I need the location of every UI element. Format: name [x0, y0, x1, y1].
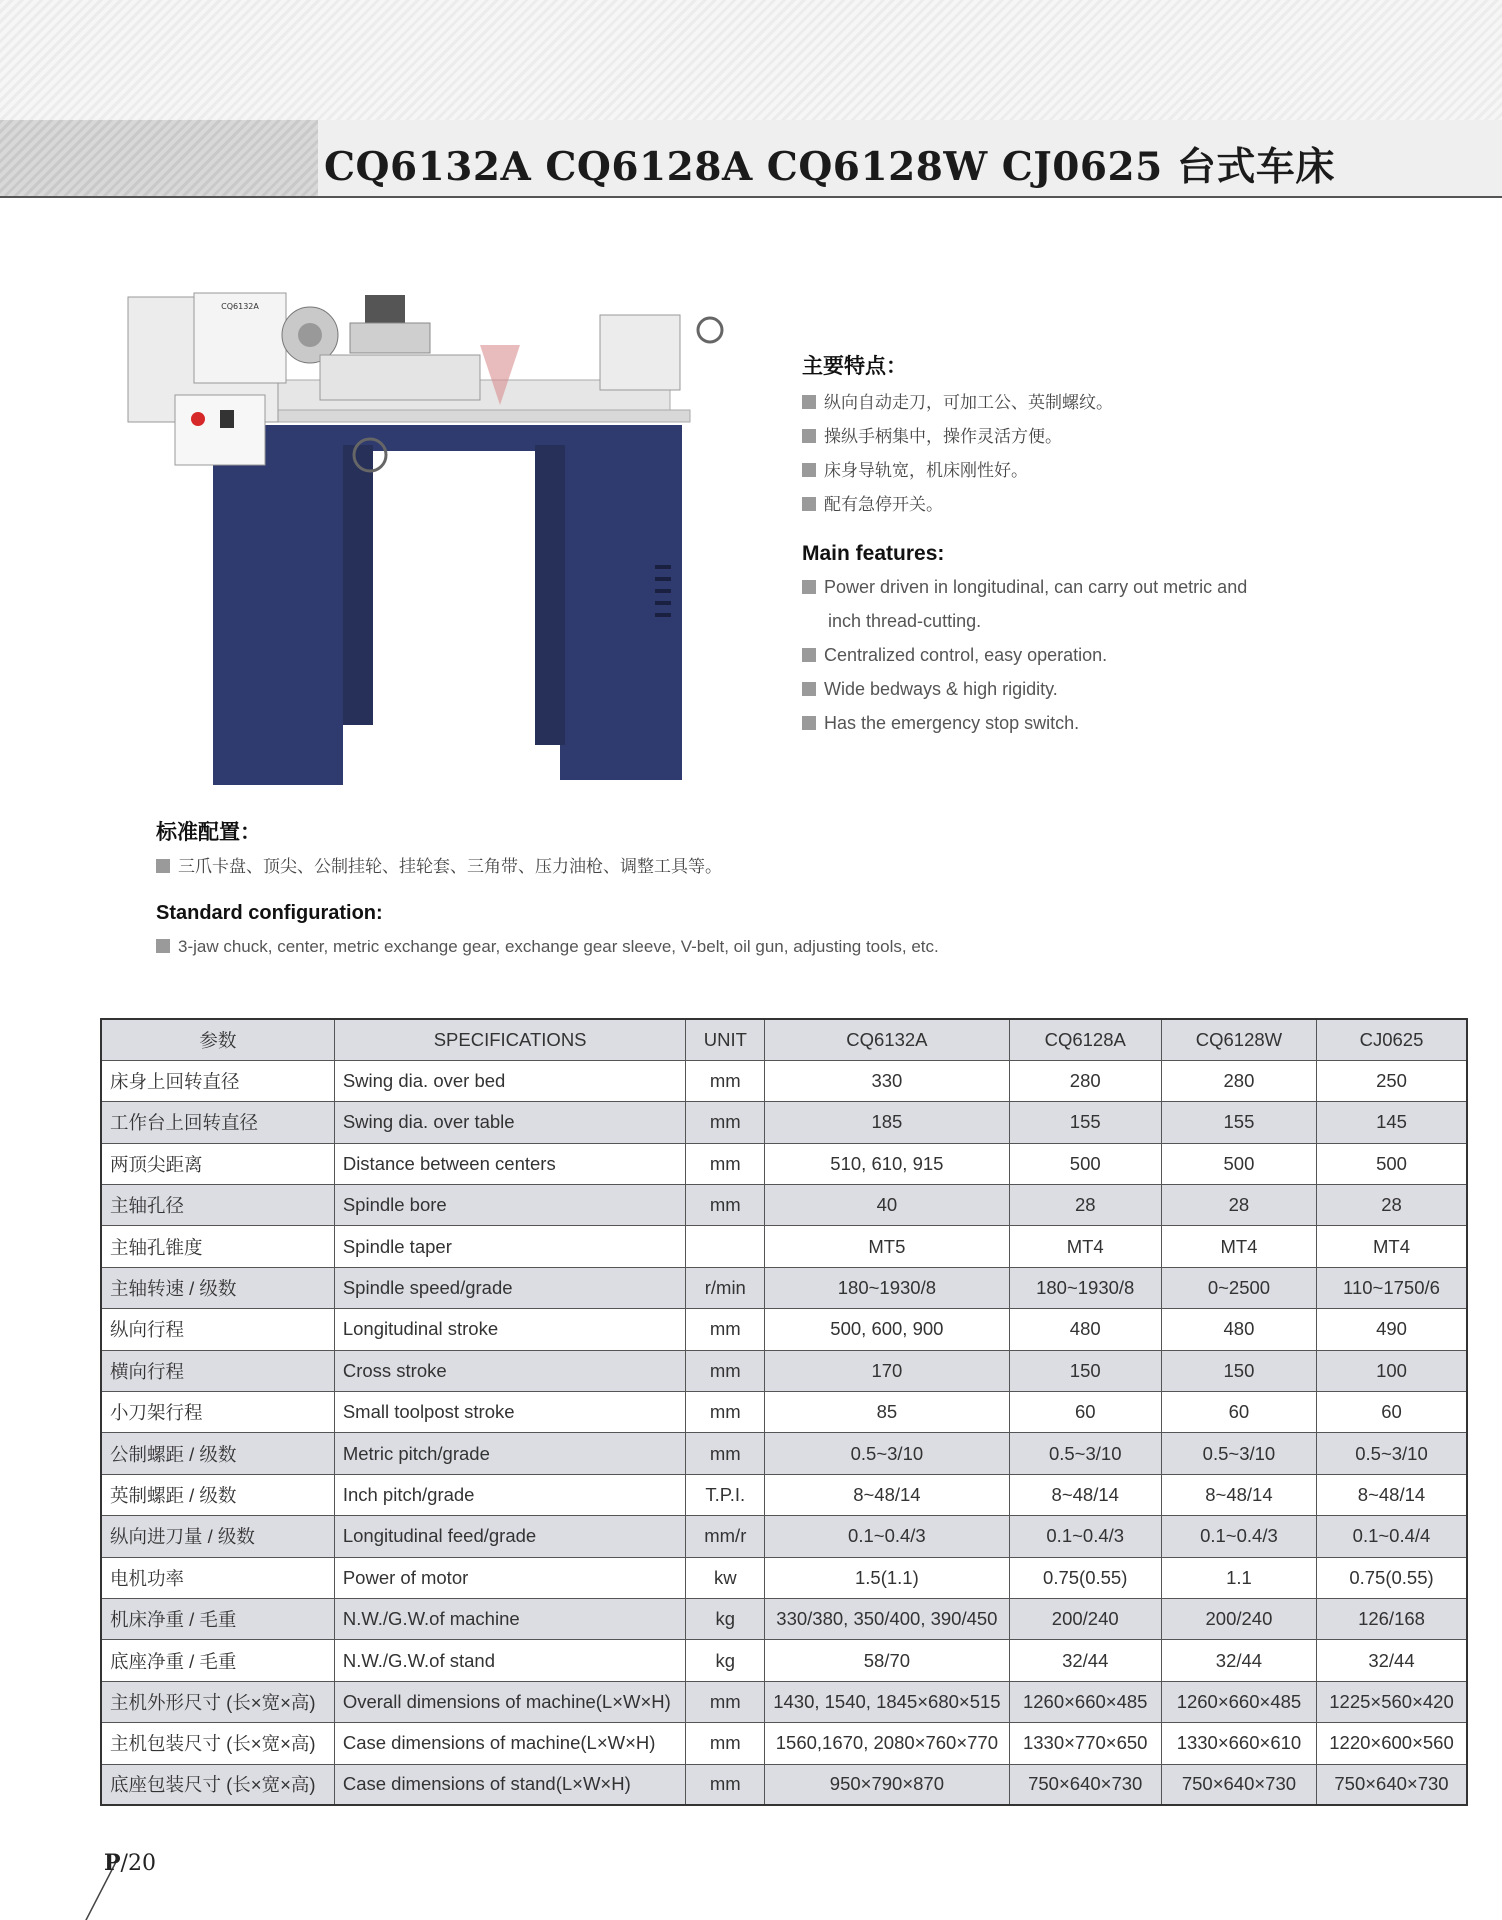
- features-en-item: Wide bedways & high rigidity.: [802, 672, 1362, 706]
- features-en-item: Has the emergency stop switch.: [802, 706, 1362, 740]
- table-cell: T.P.I.: [686, 1474, 765, 1515]
- table-cell: Inch pitch/grade: [334, 1474, 686, 1515]
- table-cell: 0~2500: [1161, 1267, 1316, 1308]
- table-row: [101, 1392, 1467, 1433]
- table-cell: 28: [1161, 1185, 1316, 1226]
- table-cell: 170: [765, 1350, 1009, 1391]
- features-en-item: Centralized control, easy operation.: [802, 638, 1362, 672]
- table-cell: 主轴转速 / 级数: [101, 1267, 334, 1308]
- table-cell: 8~48/14: [1161, 1474, 1316, 1515]
- table-cell: 150: [1009, 1350, 1161, 1391]
- bullet-square-icon: [802, 463, 816, 477]
- table-row: [101, 1640, 1467, 1681]
- table-cell: 0.75(0.55): [1009, 1557, 1161, 1598]
- table-cell: 1220×600×560: [1317, 1723, 1468, 1764]
- table-cell: 机床净重 / 毛重: [101, 1598, 334, 1639]
- standard-config-en: [156, 902, 1156, 957]
- table-cell: 185: [765, 1102, 1009, 1143]
- table-cell: 280: [1161, 1060, 1316, 1101]
- table-cell: 两顶尖距离: [101, 1143, 334, 1184]
- table-cell: 公制螺距 / 级数: [101, 1433, 334, 1474]
- table-cell: 横向行程: [101, 1350, 334, 1391]
- column-header: CQ6132A: [765, 1019, 1009, 1060]
- table-cell: 200/240: [1161, 1598, 1316, 1639]
- control-panel: [175, 395, 265, 465]
- table-cell: 480: [1009, 1309, 1161, 1350]
- table-cell: r/min: [686, 1267, 765, 1308]
- table-cell: 150: [1161, 1350, 1316, 1391]
- table-row: [101, 1267, 1467, 1308]
- table-cell: 32/44: [1161, 1640, 1316, 1681]
- bullet-square-icon: [802, 682, 816, 696]
- table-cell: 60: [1317, 1392, 1468, 1433]
- table-cell: MT4: [1317, 1226, 1468, 1267]
- bullet-square-icon: [156, 939, 170, 953]
- table-cell: 纵向进刀量 / 级数: [101, 1516, 334, 1557]
- column-header: CQ6128W: [1161, 1019, 1316, 1060]
- table-cell: 126/168: [1317, 1598, 1468, 1639]
- table-cell: mm: [686, 1102, 765, 1143]
- table-cell: kw: [686, 1557, 765, 1598]
- table-cell: MT4: [1161, 1226, 1316, 1267]
- table-cell: mm: [686, 1764, 765, 1805]
- features-cn-item: 操纵手柄集中，操作灵活方便。: [802, 420, 1362, 454]
- table-cell: 床身上回转直径: [101, 1060, 334, 1101]
- table-cell: 8~48/14: [1009, 1474, 1161, 1515]
- column-header: SPECIFICATIONS: [334, 1019, 686, 1060]
- table-cell: 500, 600, 900: [765, 1309, 1009, 1350]
- table-cell: MT4: [1009, 1226, 1161, 1267]
- table-cell: 490: [1317, 1309, 1468, 1350]
- lathe-illustration: [120, 285, 730, 790]
- svg-text:CQ6132A: CQ6132A: [221, 302, 259, 311]
- table-cell: Small toolpost stroke: [334, 1392, 686, 1433]
- table-cell: Cross stroke: [334, 1350, 686, 1391]
- table-cell: 英制螺距 / 级数: [101, 1474, 334, 1515]
- standard-cn-text: 三爪卡盘、顶尖、公制挂轮、挂轮套、三角带、压力油枪、调整工具等。: [156, 852, 1056, 877]
- bullet-square-icon: [802, 716, 816, 730]
- table-cell: 主轴孔锥度: [101, 1226, 334, 1267]
- table-cell: 110~1750/6: [1317, 1267, 1468, 1308]
- table-cell: 330: [765, 1060, 1009, 1101]
- table-row: [101, 1433, 1467, 1474]
- tailstock: [600, 315, 680, 390]
- table-cell: kg: [686, 1598, 765, 1639]
- table-cell: 0.5~3/10: [1317, 1433, 1468, 1474]
- table-row: [101, 1309, 1467, 1350]
- table-cell: Longitudinal feed/grade: [334, 1516, 686, 1557]
- table-cell: 155: [1161, 1102, 1316, 1143]
- column-header: UNIT: [686, 1019, 765, 1060]
- features-en-item: Power driven in longitudinal, can carry out metric and: [802, 570, 1362, 604]
- table-cell: 85: [765, 1392, 1009, 1433]
- table-row: [101, 1598, 1467, 1639]
- left-cabinet: [213, 445, 343, 785]
- table-cell: 1330×770×650: [1009, 1723, 1161, 1764]
- table-cell: [686, 1226, 765, 1267]
- page-title: CQ6132A CQ6128A CQ6128W CJ0625 台式车床: [324, 144, 1335, 190]
- table-cell: 1330×660×610: [1161, 1723, 1316, 1764]
- table-cell: Swing dia. over table: [334, 1102, 686, 1143]
- bullet-square-icon: [802, 497, 816, 511]
- table-row: [101, 1557, 1467, 1598]
- table-cell: Swing dia. over bed: [334, 1060, 686, 1101]
- table-cell: 500: [1161, 1143, 1316, 1184]
- table-cell: 0.1~0.4/3: [1161, 1516, 1316, 1557]
- features-cn-item: 纵向自动走刀，可加工公、英制螺纹。: [802, 386, 1362, 420]
- features-en-item-continued: inch thread-cutting.: [828, 611, 982, 631]
- main-features-en: [802, 542, 1362, 740]
- title-bar: [0, 120, 1502, 198]
- table-cell: 1.1: [1161, 1557, 1316, 1598]
- table-row: [101, 1474, 1467, 1515]
- table-cell: 510, 610, 915: [765, 1143, 1009, 1184]
- table-cell: 主机外形尺寸 (长×宽×高): [101, 1681, 334, 1722]
- table-row: [101, 1143, 1467, 1184]
- table-cell: 58/70: [765, 1640, 1009, 1681]
- table-row: [101, 1723, 1467, 1764]
- table-row: [101, 1681, 1467, 1722]
- table-cell: 底座净重 / 毛重: [101, 1640, 334, 1681]
- table-cell: N.W./G.W.of stand: [334, 1640, 686, 1681]
- table-cell: 0.1~0.4/3: [765, 1516, 1009, 1557]
- features-cn-item: 床身导轨宽，机床刚性好。: [802, 454, 1362, 488]
- page-number: P/20: [104, 1850, 156, 1876]
- table-cell: 180~1930/8: [765, 1267, 1009, 1308]
- table-cell: mm/r: [686, 1516, 765, 1557]
- table-cell: 750×640×730: [1317, 1764, 1468, 1805]
- table-cell: 0.5~3/10: [765, 1433, 1009, 1474]
- emergency-stop-button: [191, 412, 205, 426]
- table-cell: mm: [686, 1143, 765, 1184]
- table-cell: mm: [686, 1392, 765, 1433]
- table-cell: 180~1930/8: [1009, 1267, 1161, 1308]
- table-cell: mm: [686, 1433, 765, 1474]
- bullet-square-icon: [156, 859, 170, 873]
- standard-config-cn: [156, 816, 1056, 877]
- table-cell: 280: [1009, 1060, 1161, 1101]
- table-cell: 1260×660×485: [1009, 1681, 1161, 1722]
- table-cell: 28: [1009, 1185, 1161, 1226]
- table-cell: 主轴孔径: [101, 1185, 334, 1226]
- table-cell: 0.1~0.4/4: [1317, 1516, 1468, 1557]
- table-cell: 950×790×870: [765, 1764, 1009, 1805]
- table-cell: 主机包装尺寸 (长×宽×高): [101, 1723, 334, 1764]
- table-body: [101, 1060, 1467, 1805]
- table-cell: 1260×660×485: [1161, 1681, 1316, 1722]
- table-cell: 32/44: [1317, 1640, 1468, 1681]
- table-cell: mm: [686, 1350, 765, 1391]
- features-en-heading: Main features:: [802, 542, 945, 565]
- table-cell: Spindle taper: [334, 1226, 686, 1267]
- table-cell: 500: [1009, 1143, 1161, 1184]
- table-cell: 40: [765, 1185, 1009, 1226]
- table-row: [101, 1060, 1467, 1101]
- table-cell: 1560,1670, 2080×760×770: [765, 1723, 1009, 1764]
- table-cell: mm: [686, 1309, 765, 1350]
- table-row: [101, 1226, 1467, 1267]
- table-cell: 28: [1317, 1185, 1468, 1226]
- table-cell: 330/380, 350/400, 390/450: [765, 1598, 1009, 1639]
- table-cell: 8~48/14: [765, 1474, 1009, 1515]
- title-accent-block: [0, 120, 318, 196]
- bullet-square-icon: [802, 580, 816, 594]
- table-row: [101, 1185, 1467, 1226]
- table-cell: mm: [686, 1185, 765, 1226]
- features-cn-item: 配有急停开关。: [802, 488, 1362, 522]
- table-row: [101, 1102, 1467, 1143]
- table-cell: 0.5~3/10: [1161, 1433, 1316, 1474]
- table-cell: 1430, 1540, 1845×680×515: [765, 1681, 1009, 1722]
- table-cell: Distance between centers: [334, 1143, 686, 1184]
- table-cell: mm: [686, 1723, 765, 1764]
- table-cell: 750×640×730: [1161, 1764, 1316, 1805]
- bullet-square-icon: [802, 648, 816, 662]
- standard-en-heading: Standard configuration:: [156, 902, 383, 924]
- table-cell: 0.1~0.4/3: [1009, 1516, 1161, 1557]
- table-cell: Metric pitch/grade: [334, 1433, 686, 1474]
- table-cell: 480: [1161, 1309, 1316, 1350]
- table-cell: Case dimensions of machine(L×W×H): [334, 1723, 686, 1764]
- table-cell: Spindle speed/grade: [334, 1267, 686, 1308]
- bullet-square-icon: [802, 395, 816, 409]
- table-cell: 8~48/14: [1317, 1474, 1468, 1515]
- table-cell: 0.5~3/10: [1009, 1433, 1161, 1474]
- table-cell: 电机功率: [101, 1557, 334, 1598]
- table-cell: Longitudinal stroke: [334, 1309, 686, 1350]
- table-cell: 工作台上回转直径: [101, 1102, 334, 1143]
- table-cell: 32/44: [1009, 1640, 1161, 1681]
- table-cell: 155: [1009, 1102, 1161, 1143]
- table-cell: 100: [1317, 1350, 1468, 1391]
- bullet-square-icon: [802, 429, 816, 443]
- main-features-cn: [802, 350, 1362, 522]
- specifications-table: [100, 1018, 1468, 1806]
- table-cell: Spindle bore: [334, 1185, 686, 1226]
- table-cell: 小刀架行程: [101, 1392, 334, 1433]
- table-cell: 60: [1161, 1392, 1316, 1433]
- column-header: 参数: [101, 1019, 334, 1060]
- table-cell: mm: [686, 1681, 765, 1722]
- standard-en-text: 3-jaw chuck, center, metric exchange gear, exchange gear sleeve, V-belt, oil gun, adjusting tools, etc.: [156, 937, 1156, 957]
- toolpost: [365, 295, 405, 323]
- table-cell: 750×640×730: [1009, 1764, 1161, 1805]
- table-cell: 底座包装尺寸 (长×宽×高): [101, 1764, 334, 1805]
- table-cell: 60: [1009, 1392, 1161, 1433]
- table-cell: MT5: [765, 1226, 1009, 1267]
- table-row: [101, 1764, 1467, 1805]
- table-cell: kg: [686, 1640, 765, 1681]
- header-pattern: [0, 0, 1502, 125]
- table-cell: Overall dimensions of machine(L×W×H): [334, 1681, 686, 1722]
- features-cn-heading: 主要特点：: [802, 355, 907, 378]
- table-cell: Power of motor: [334, 1557, 686, 1598]
- table-row: [101, 1516, 1467, 1557]
- table-cell: 0.75(0.55): [1317, 1557, 1468, 1598]
- table-cell: 纵向行程: [101, 1309, 334, 1350]
- table-header-row: [101, 1019, 1467, 1060]
- table-cell: Case dimensions of stand(L×W×H): [334, 1764, 686, 1805]
- column-header: CQ6128A: [1009, 1019, 1161, 1060]
- table-cell: 250: [1317, 1060, 1468, 1101]
- column-header: CJ0625: [1317, 1019, 1468, 1060]
- table-cell: 1225×560×420: [1317, 1681, 1468, 1722]
- table-cell: 1.5(1.1): [765, 1557, 1009, 1598]
- table-cell: mm: [686, 1060, 765, 1101]
- standard-cn-heading: 标准配置：: [156, 821, 261, 844]
- table-cell: N.W./G.W.of machine: [334, 1598, 686, 1639]
- table-cell: 200/240: [1009, 1598, 1161, 1639]
- table-cell: 145: [1317, 1102, 1468, 1143]
- table-cell: 500: [1317, 1143, 1468, 1184]
- table-row: [101, 1350, 1467, 1391]
